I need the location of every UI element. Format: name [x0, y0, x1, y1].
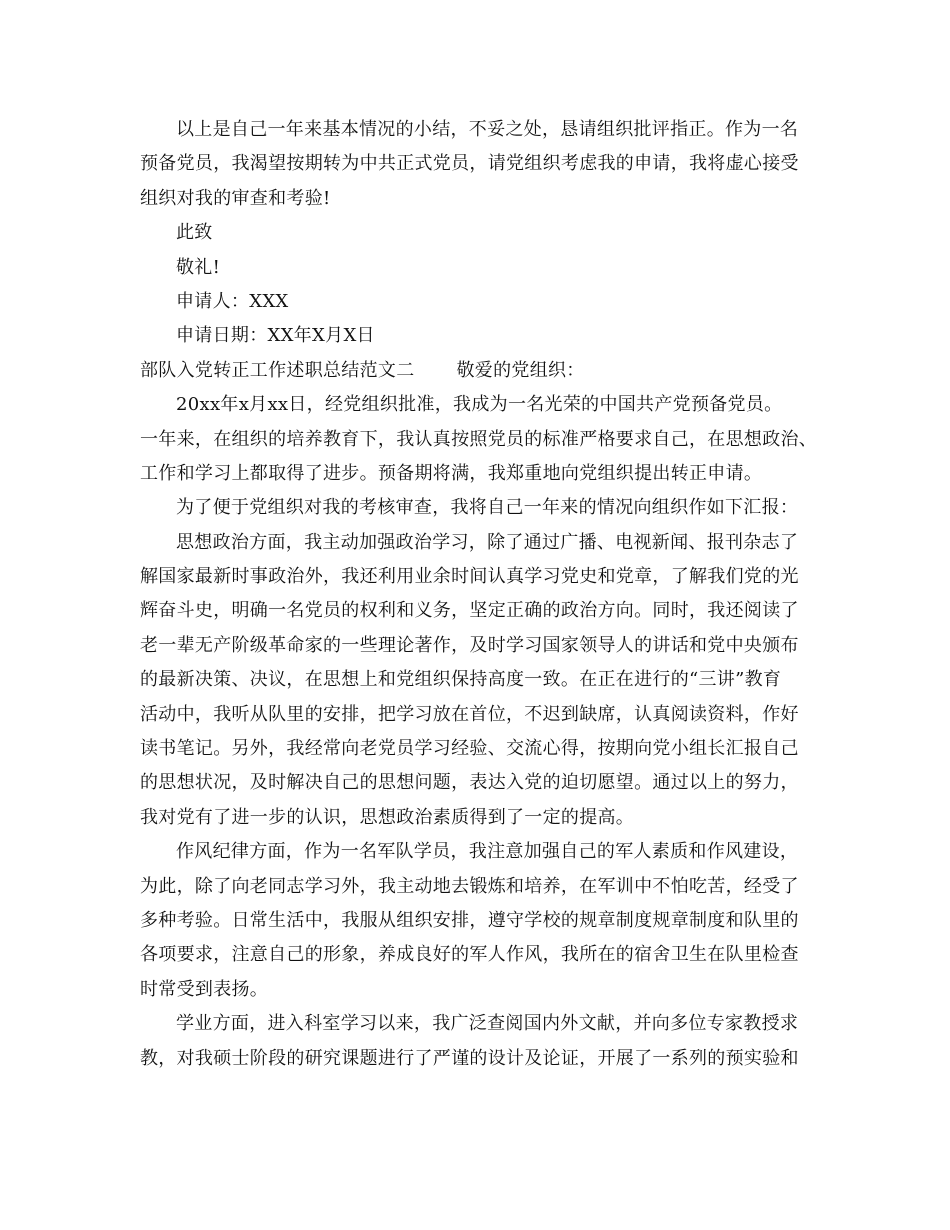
text-line: 辉奋斗史，明确一名党员的权利和义务，坚定正确的政治方向。同时，我还阅读了	[140, 600, 799, 622]
closing-salute: 敬礼!	[176, 256, 221, 278]
text-line: 为了便于党组织对我的考核审查，我将自己一年来的情况向组织作如下汇报：	[176, 497, 799, 519]
text-line: 学业方面，进入科室学习以来，我广泛查阅国内外文献，并向多位专家教授求	[176, 1013, 799, 1035]
text-line: 读书笔记。另外，我经常向老党员学习经验、交流心得，按期向党小组长汇报自己	[140, 738, 799, 760]
text-line: 活动中，我听从队里的安排，把学习放在首位，不迟到缺席，认真阅读资料，作好	[140, 703, 799, 725]
text-line: 一年来，在组织的培养教育下，我认真按照党员的标准严格要求自己，在思想政治、	[140, 428, 818, 450]
heading-line	[140, 354, 830, 388]
text-line: 教，对我硕士阶段的研究课题进行了严谨的设计及论证，开展了一系列的预实验和	[140, 1047, 799, 1069]
text-line: 思想政治方面，我主动加强政治学习，除了通过广播、电视新闻、报刊杂志了	[176, 531, 799, 553]
text-line: 时常受到表扬。	[140, 978, 269, 1000]
text-line: 组织对我的审查和考验!	[140, 187, 331, 209]
text-line: 的最新决策、决议，在思想上和党组织保持高度一致。在正在进行的“三讲”教育	[140, 669, 782, 691]
text-line: 以上是自己一年来基本情况的小结，不妥之处，恳请组织批评指正。作为一名	[176, 119, 799, 140]
applicant-name: 申请人：XXX	[176, 290, 289, 312]
text-line: 解国家最新时事政治外，我还利用业余时间认真学习党史和党章，了解我们党的光	[140, 566, 799, 588]
text-line: 老一辈无产阶级革命家的一些理论著作，及时学习国家领导人的讲话和党中央颁布	[140, 634, 799, 656]
document-body	[140, 113, 830, 1076]
text-line: 20xx年x月xx日，经党组织批准，我成为一名光荣的中国共产党预备党员。	[176, 394, 783, 416]
text-line: 预备党员，我渴望按期转为中共正式党员，请党组织考虑我的申请，我将虚心接受	[140, 153, 799, 175]
salutation: 敬爱的党组织：	[456, 359, 585, 381]
text-line: 作风纪律方面，作为一名军队学员，我注意加强自己的军人素质和作风建设，	[176, 841, 799, 863]
application-date: 申请日期：XX年X月X日	[176, 325, 375, 347]
text-line: 我对党有了进一步的认识，思想政治素质得到了一定的提高。	[140, 806, 635, 828]
closing-greeting: 此致	[176, 222, 213, 244]
section-title: 部队入党转正工作述职总结范文二	[140, 359, 415, 381]
text-line: 工作和学习上都取得了进步。预备期将满，我郑重地向党组织提出转正申请。	[140, 462, 763, 484]
text-line: 多种考验。日常生活中，我服从组织安排，遵守学校的规章制度规章制度和队里的	[140, 909, 799, 931]
text-line: 为此，除了向老同志学习外，我主动地去锻炼和培养，在军训中不怕吃苦，经受了	[140, 875, 799, 897]
text-line: 各项要求，注意自己的形象，养成良好的军人作风，我所在的宿舍卫生在队里检查	[140, 944, 799, 966]
text-line: 的思想状况，及时解决自己的思想问题，表达入党的迫切愿望。通过以上的努力，	[140, 772, 799, 794]
